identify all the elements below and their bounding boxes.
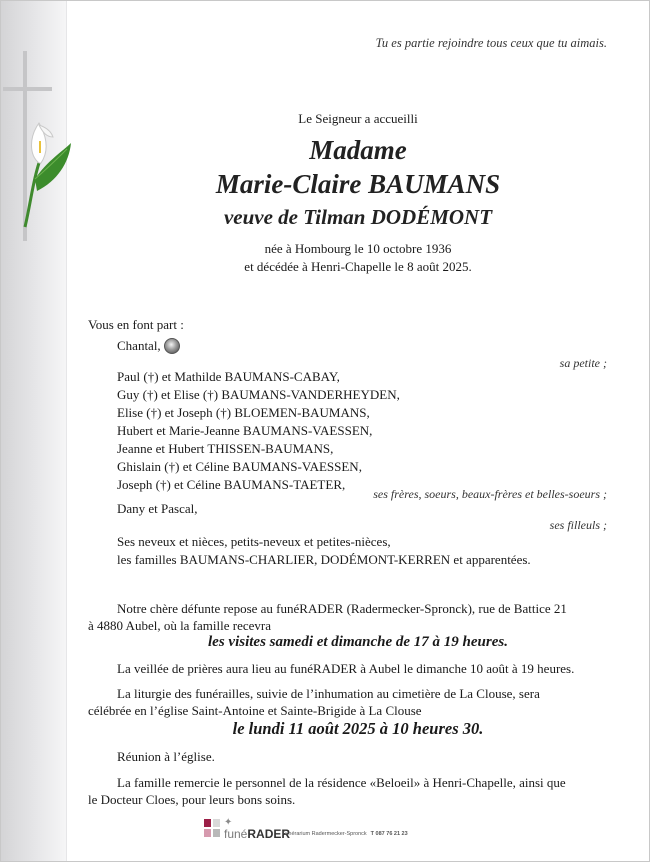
thanks-line-1: La famille remercie le personnel de la résidence «Beloeil» à Henri-Chapelle, ainsi que: [117, 775, 566, 790]
liturgy-line-2: célébrée en l’église Saint-Antoine et Sainte-Brigide à La Clouse: [88, 703, 422, 718]
dove-icon: ✦: [224, 817, 233, 828]
honorific-title: Madame: [309, 135, 407, 165]
sibling-line-4: Jeanne et Hubert THISSEN-BAUMANS,: [117, 441, 334, 456]
granddaughter-line: [117, 338, 180, 354]
deceased-name: Marie-Claire BAUMANS: [215, 169, 501, 199]
godchildren-role: ses filleuls ;: [549, 518, 607, 532]
rest-line-2: à 4880 Aubel, où la famille recevra: [88, 618, 272, 633]
granddaughter-role: sa petite ;: [559, 356, 607, 370]
sibling-line-2: Elise (†) et Joseph (†) BLOEMEN-BAUMANS,: [117, 405, 370, 420]
birth-line: née à Hombourg le 10 octobre 1936: [264, 241, 452, 256]
logo-square: [204, 829, 211, 837]
sibling-line-3: Hubert et Marie-Jeanne BAUMANS-VAESSEN,: [117, 423, 373, 438]
funeral-date: le lundi 11 août 2025 à 10 heures 30.: [232, 719, 484, 738]
death-line: et décédée à Henri-Chapelle le 8 août 2025.: [244, 259, 472, 274]
pencil-portrait-icon: [164, 338, 180, 354]
logo-square: [213, 819, 220, 827]
intro-line: Le Seigneur a accueilli: [298, 111, 418, 126]
granddaughter-name: Chantal,: [117, 338, 161, 353]
lily-icon: [25, 123, 71, 227]
liturgy-line-1: La liturgie des funérailles, suivie de l’inhumation au cimetière de La Clouse, sera: [117, 686, 540, 701]
godchildren-line: Dany et Pascal,: [117, 501, 198, 516]
funerarium-logo: [204, 819, 444, 849]
rest-line-1: Notre chère défunte repose au funéRADER (Radermecker-Spronck), rue de Battice 21: [117, 601, 567, 616]
cross-lily-icon: [1, 51, 71, 241]
announce-intro: Vous en font part :: [88, 317, 184, 332]
widow-of-line: veuve de Tilman DODÉMONT: [223, 205, 493, 229]
epigraph: Tu es partie rejoindre tous ceux que tu aimais.: [375, 36, 607, 50]
siblings-role: ses frères, soeurs, beaux-frères et belles-soeurs ;: [373, 487, 607, 501]
thanks-line-2: le Docteur Cloes, pour leurs bons soins.: [88, 792, 296, 807]
vigil-line: La veillée de prières aura lieu au funéRADER à Aubel le dimanche 10 août à 19 heures.: [117, 661, 575, 676]
sibling-line-0: Paul (†) et Mathilde BAUMANS-CABAY,: [117, 369, 340, 384]
visits-line: les visites samedi et dimanche de 17 à 19 heures.: [208, 634, 508, 650]
relatives-line-0: Ses neveux et nièces, petits-neveux et petites-nièces,: [117, 534, 391, 549]
sibling-line-1: Guy (†) et Elise (†) BAUMANS-VANDERHEYDEN,: [117, 387, 400, 402]
sibling-line-6: Joseph (†) et Céline BAUMANS-TAETER,: [117, 477, 346, 492]
sibling-line-5: Ghislain (†) et Céline BAUMANS-VAESSEN,: [117, 459, 362, 474]
logo-square: [204, 819, 211, 827]
logo-subtitle: Funérarium Radermecker-Spronck T 087 76 21 23: [282, 831, 408, 837]
relatives-line-1: les familles BAUMANS-CHARLIER, DODÉMONT-KERREN et apparentées.: [117, 552, 531, 567]
meeting-line: Réunion à l’église.: [117, 749, 215, 764]
logo-brand: funéRADER: [224, 827, 291, 841]
logo-square: [213, 829, 220, 837]
